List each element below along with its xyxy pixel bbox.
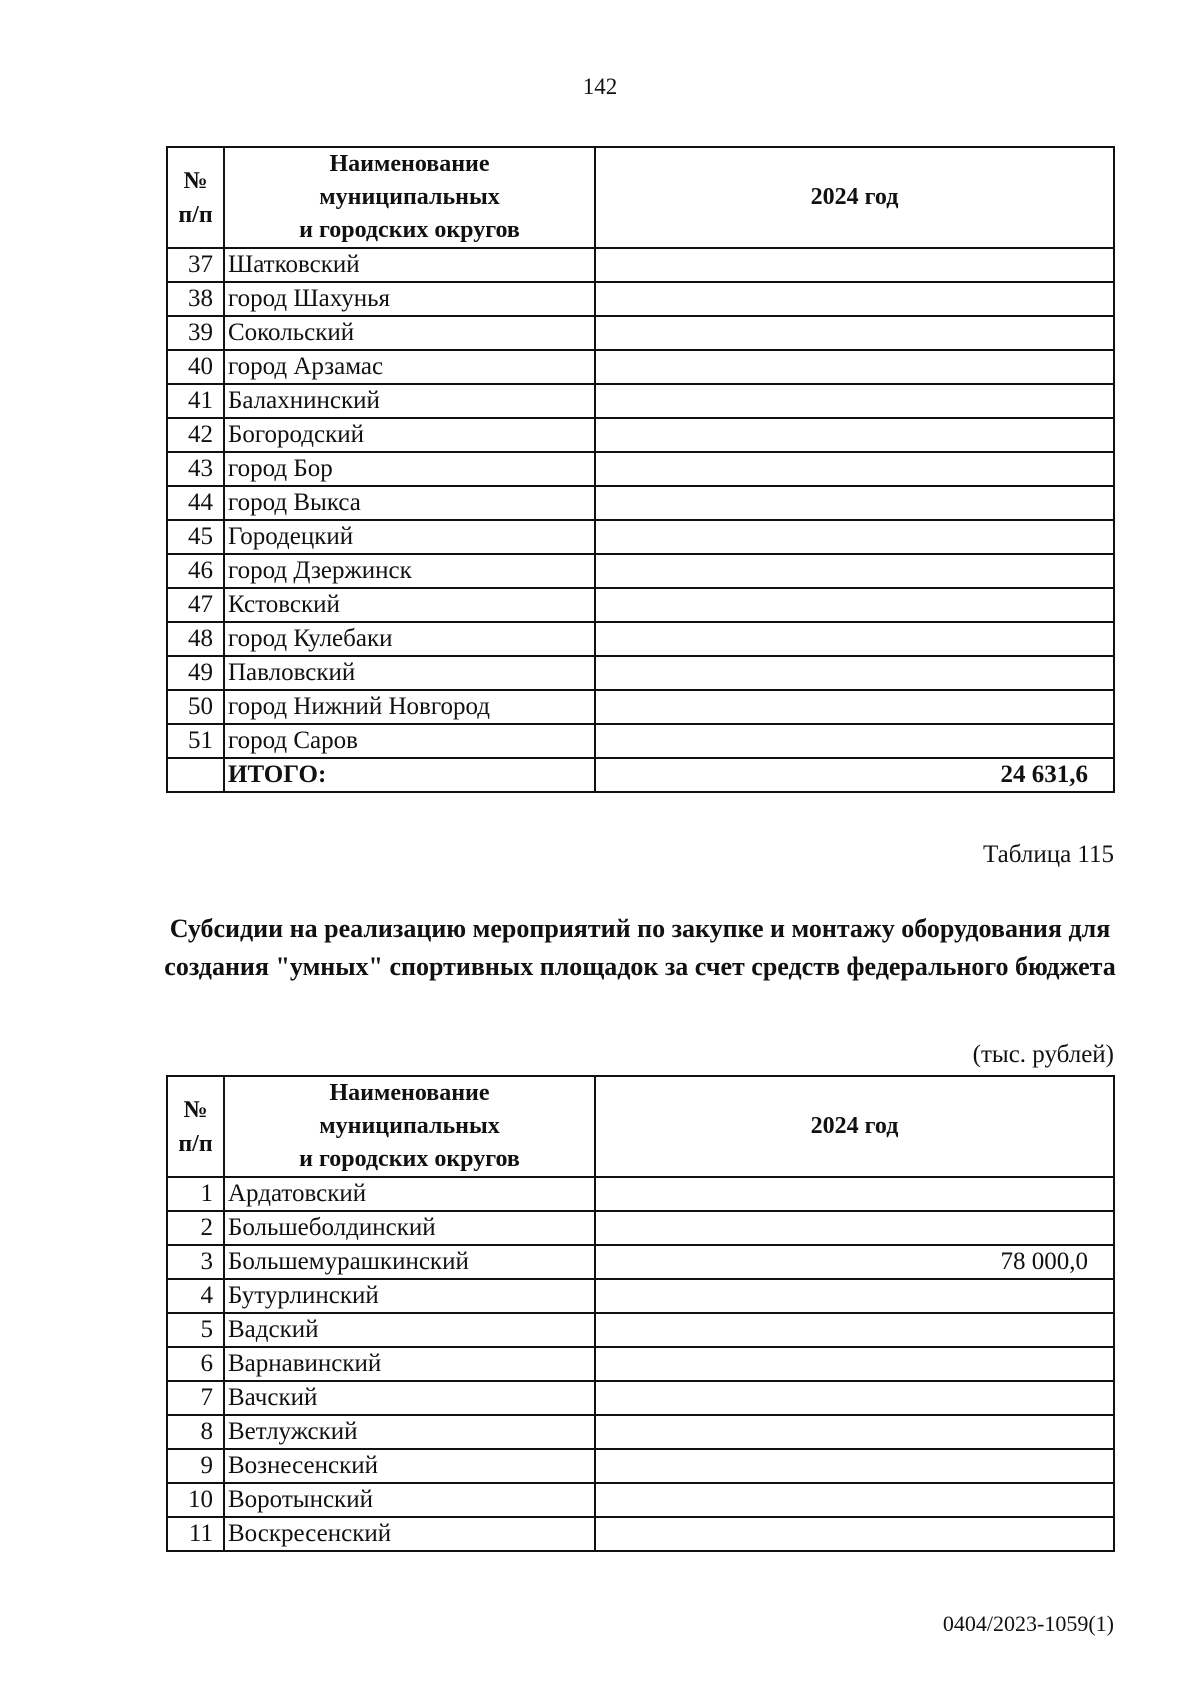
- row-value: [595, 1415, 1114, 1449]
- table-header-row: [167, 147, 1114, 248]
- row-name: Вачский: [224, 1381, 595, 1415]
- column-header-number: № п/п: [167, 147, 224, 248]
- row-number: 38: [167, 282, 224, 316]
- row-value: [595, 452, 1114, 486]
- row-number: 3: [167, 1245, 224, 1279]
- column-header-name: Наименование муниципальных и городских округов: [224, 1076, 595, 1177]
- row-value: [595, 724, 1114, 758]
- table-row: [167, 452, 1114, 486]
- total-value: 24 631,6: [595, 758, 1114, 792]
- row-number: 42: [167, 418, 224, 452]
- row-name: Воскресенский: [224, 1517, 595, 1551]
- table-caption: Таблица 115: [983, 841, 1114, 868]
- row-value: [595, 384, 1114, 418]
- row-value: [595, 316, 1114, 350]
- row-name: Бутурлинский: [224, 1279, 595, 1313]
- row-value: [595, 554, 1114, 588]
- row-name: Вадский: [224, 1313, 595, 1347]
- row-name: город Выкса: [224, 486, 595, 520]
- row-value: [595, 350, 1114, 384]
- row-number: 41: [167, 384, 224, 418]
- row-number: 8: [167, 1415, 224, 1449]
- table-row: [167, 1313, 1114, 1347]
- row-number: 51: [167, 724, 224, 758]
- table-row: [167, 1177, 1114, 1211]
- table-row: [167, 1483, 1114, 1517]
- total-label: ИТОГО:: [224, 758, 595, 792]
- row-number: 45: [167, 520, 224, 554]
- table-row: [167, 1517, 1114, 1551]
- row-number: 4: [167, 1279, 224, 1313]
- row-value: [595, 1177, 1114, 1211]
- table-row: [167, 282, 1114, 316]
- row-name: Павловский: [224, 656, 595, 690]
- row-number: 9: [167, 1449, 224, 1483]
- row-name: город Дзержинск: [224, 554, 595, 588]
- row-value: [595, 418, 1114, 452]
- table-row: [167, 520, 1114, 554]
- table-row: [167, 248, 1114, 282]
- row-name: Варнавинский: [224, 1347, 595, 1381]
- row-name: Шатковский: [224, 248, 595, 282]
- table-title: Субсидии на реализацию мероприятий по закупке и монтажу оборудования для создания "умных" спортивных площадок за счет средств федерального бюджета: [164, 914, 1116, 981]
- row-number: 43: [167, 452, 224, 486]
- table-row: [167, 1449, 1114, 1483]
- row-name: город Саров: [224, 724, 595, 758]
- row-value: [595, 486, 1114, 520]
- row-name: город Нижний Новгород: [224, 690, 595, 724]
- table-row: [167, 486, 1114, 520]
- table-continuation: [166, 146, 1115, 793]
- row-number: 48: [167, 622, 224, 656]
- table-row: [167, 1245, 1114, 1279]
- row-value: [595, 1449, 1114, 1483]
- row-value: [595, 656, 1114, 690]
- column-header-name: Наименование муниципальных и городских округов: [224, 147, 595, 248]
- table-row: [167, 384, 1114, 418]
- row-name: Городецкий: [224, 520, 595, 554]
- row-value: 78 000,0: [595, 1245, 1114, 1279]
- row-number: 11: [167, 1517, 224, 1551]
- table-row: [167, 418, 1114, 452]
- row-value: [595, 690, 1114, 724]
- row-value: [595, 248, 1114, 282]
- row-value: [595, 1347, 1114, 1381]
- row-number: 37: [167, 248, 224, 282]
- row-name: город Шахунья: [224, 282, 595, 316]
- row-name: город Арзамас: [224, 350, 595, 384]
- document-code: 0404/2023-1059(1): [942, 1611, 1114, 1636]
- row-value: [595, 1381, 1114, 1415]
- row-number: 5: [167, 1313, 224, 1347]
- row-number: 7: [167, 1381, 224, 1415]
- table-row: [167, 1347, 1114, 1381]
- row-value: [595, 1279, 1114, 1313]
- row-name: Балахнинский: [224, 384, 595, 418]
- row-number: 10: [167, 1483, 224, 1517]
- page-number: 142: [582, 74, 618, 99]
- row-value: [595, 282, 1114, 316]
- row-name: Ветлужский: [224, 1415, 595, 1449]
- row-number: 46: [167, 554, 224, 588]
- row-name: Кстовский: [224, 588, 595, 622]
- row-name: город Бор: [224, 452, 595, 486]
- row-value: [595, 1313, 1114, 1347]
- total-num-cell: [167, 758, 224, 792]
- row-value: [595, 588, 1114, 622]
- row-name: Ардатовский: [224, 1177, 595, 1211]
- row-number: 1: [167, 1177, 224, 1211]
- row-number: 44: [167, 486, 224, 520]
- row-number: 49: [167, 656, 224, 690]
- row-number: 2: [167, 1211, 224, 1245]
- column-header-year: 2024 год: [595, 1076, 1114, 1177]
- table-row: [167, 316, 1114, 350]
- table-row: [167, 1415, 1114, 1449]
- subsidies-table: [166, 1075, 1115, 1552]
- row-name: Богородский: [224, 418, 595, 452]
- row-name: Сокольский: [224, 316, 595, 350]
- row-value: [595, 622, 1114, 656]
- row-value: [595, 1211, 1114, 1245]
- row-number: 50: [167, 690, 224, 724]
- row-name: Вознесенский: [224, 1449, 595, 1483]
- row-number: 39: [167, 316, 224, 350]
- table-row: [167, 554, 1114, 588]
- table-row: [167, 690, 1114, 724]
- table-row: [167, 1279, 1114, 1313]
- units-label: (тыс. рублей): [972, 1041, 1114, 1068]
- row-value: [595, 520, 1114, 554]
- row-value: [595, 1483, 1114, 1517]
- total-row: [167, 758, 1114, 792]
- row-name: Большеболдинский: [224, 1211, 595, 1245]
- table-row: [167, 1381, 1114, 1415]
- table-row: [167, 724, 1114, 758]
- table-row: [167, 588, 1114, 622]
- row-value: [595, 1517, 1114, 1551]
- row-number: 47: [167, 588, 224, 622]
- row-name: Воротынский: [224, 1483, 595, 1517]
- table-row: [167, 622, 1114, 656]
- table-row: [167, 656, 1114, 690]
- row-number: 6: [167, 1347, 224, 1381]
- table-row: [167, 1211, 1114, 1245]
- column-header-year: 2024 год: [595, 147, 1114, 248]
- table-row: [167, 350, 1114, 384]
- table-header-row: [167, 1076, 1114, 1177]
- row-name: Большемурашкинский: [224, 1245, 595, 1279]
- column-header-number: № п/п: [167, 1076, 224, 1177]
- row-name: город Кулебаки: [224, 622, 595, 656]
- row-number: 40: [167, 350, 224, 384]
